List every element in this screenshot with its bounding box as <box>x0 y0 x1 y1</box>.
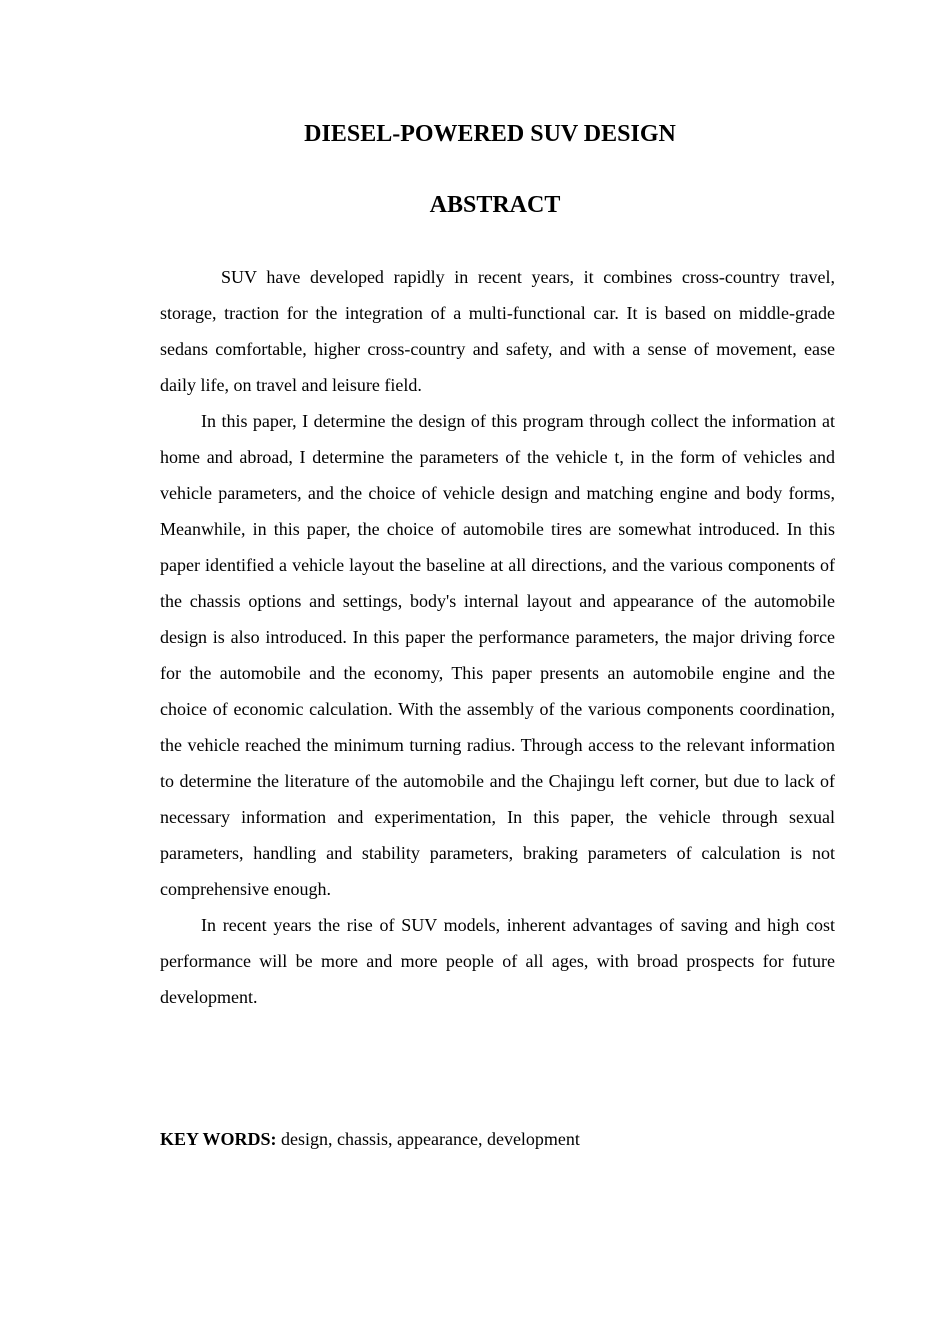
abstract-paragraph-3: In recent years the rise of SUV models, inherent advantages of saving and high cost performance will be more and more people of all ages, with broad prospects for future development. <box>160 915 835 1007</box>
keywords-label: KEY WORDS: <box>160 1129 277 1149</box>
abstract-body <box>160 259 835 1015</box>
document-title: DIESEL-POWERED SUV DESIGN <box>304 121 676 147</box>
keywords-line <box>160 1125 580 1153</box>
abstract-heading: ABSTRACT <box>429 192 561 218</box>
abstract-paragraph-2: In this paper, I determine the design of this program through collect the information at home and abroad, I determine the parameters of the vehicle t, in the form of vehicles and vehicle parameters, and the choice of vehicle design and matching engine and body forms, Meanwhile, in this paper, the choice of automobile tires are somewhat introduced. In this paper identified a vehicle layout the baseline at all directions, and the various components of the chassis options and settings, body's internal layout and appearance of the automobile design is also introduced. In this paper the performance parameters, the major driving force for the automobile and the economy, This paper presents an automobile engine and the choice of economic calculation. With the assembly of the various components coordination, the vehicle reached the minimum turning radius. Through access to the relevant information to determine the literature of the automobile and the Chajingu left corner, but due to lack of necessary information and experimentation, In this paper, the vehicle through sexual parameters, handling and stability parameters, braking parameters of calculation is not comprehensive enough. <box>160 411 835 899</box>
keywords-text: design, chassis, appearance, development <box>281 1129 580 1149</box>
abstract-paragraph-1: SUV have developed rapidly in recent years, it combines cross-country travel, storage, traction for the integration of a multi-functional car. It is based on middle-grade sedans comfortable, higher cross-country and safety, and with a sense of movement, ease daily life, on travel and leisure field. <box>160 267 835 395</box>
